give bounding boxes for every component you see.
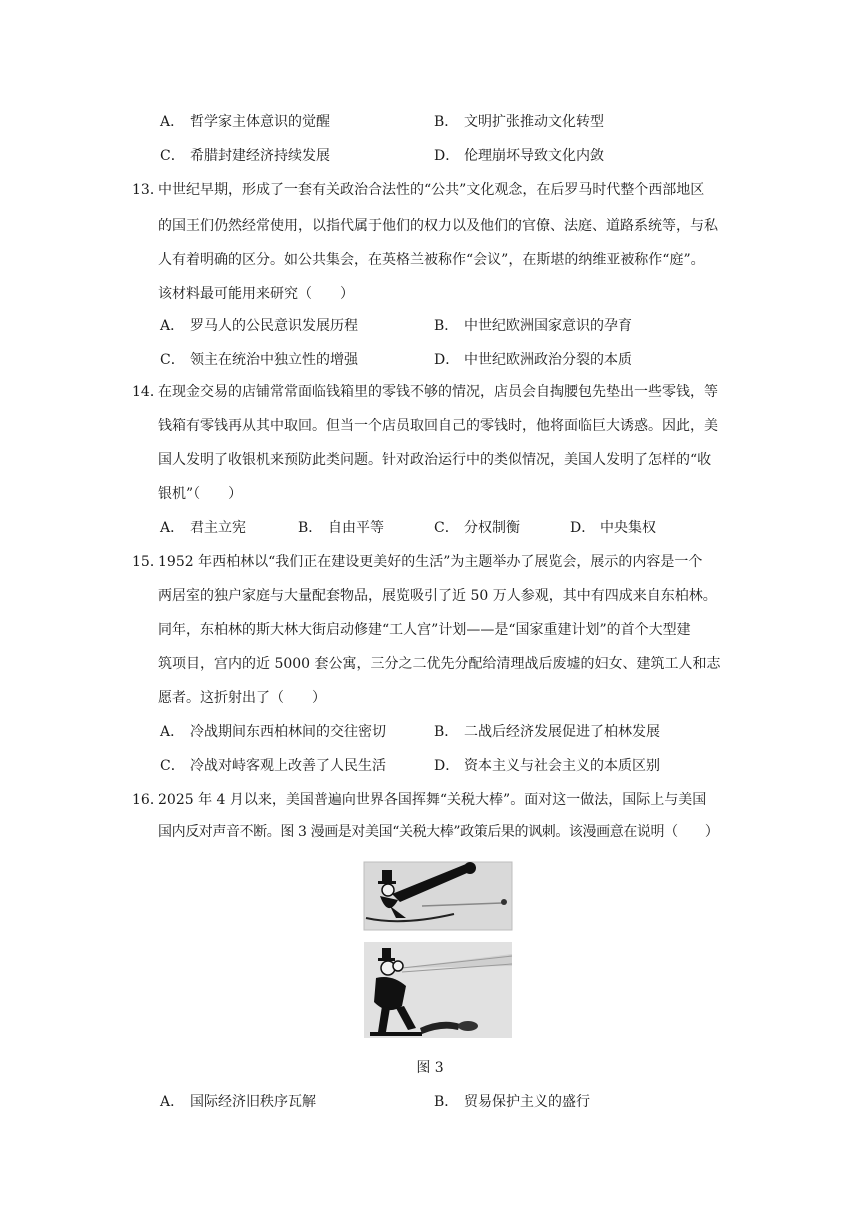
question-text-line: 国内反对声音不断。图 3 漫画是对美国“关税大棒”政策后果的讽刺。该漫画意在说明（ ）: [158, 824, 719, 840]
question-text-line: 两居室的独户家庭与大量配套物品，展览吸引了近 50 万人参观，其中有四成来自东柏林。: [158, 588, 717, 604]
q14-option-b[interactable]: B． 自由平等: [298, 520, 384, 536]
question-text-line: 2025 年 4 月以来，美国普遍向世界各国挥舞“关税大棒”。面对这一做法，国际上与美国: [158, 792, 707, 808]
q13-option-d[interactable]: D． 中世纪欧洲政治分裂的本质: [434, 352, 632, 368]
q16-options-row-1: [160, 1092, 760, 1112]
q15-option-c[interactable]: C． 冷战对峙客观上改善了人民生活: [160, 758, 386, 774]
question-text-line: 1952 年西柏林以“我们正在建设更美好的生活”为主题举办了展览会，展示的内容是一个: [158, 554, 703, 570]
q14-option-a[interactable]: A． 君主立宪: [160, 520, 246, 536]
q12-options-row-1: [160, 112, 760, 132]
q12-option-b[interactable]: B． 文明扩张推动文化转型: [434, 114, 604, 130]
q12-option-c[interactable]: C． 希腊封建经济持续发展: [160, 148, 330, 164]
q13-option-c[interactable]: C． 领主在统治中独立性的增强: [160, 352, 358, 368]
question-text-line: 国人发明了收银机来预防此类问题。针对政治运行中的类似情况，美国人发明了怎样的“收: [158, 452, 712, 468]
question-text-line: 中世纪早期，形成了一套有关政治合法性的“公共”文化观念，在后罗马时代整个西部地区: [158, 182, 705, 198]
question-text-line: 愿者。这折射出了（ ）: [158, 690, 326, 706]
question-text-line: 该材料最可能用来研究（ ）: [158, 286, 354, 302]
q15-option-d[interactable]: D． 资本主义与社会主义的本质区别: [434, 758, 660, 774]
q12-option-a[interactable]: A． 哲学家主体意识的觉醒: [160, 114, 330, 130]
q16-option-b[interactable]: B． 贸易保护主义的盛行: [434, 1094, 590, 1110]
question-number: 14．: [132, 384, 164, 400]
q15-option-b[interactable]: B． 二战后经济发展促进了柏林发展: [434, 724, 660, 740]
q13-option-a[interactable]: A． 罗马人的公民意识发展历程: [160, 318, 358, 334]
q16-option-a[interactable]: A． 国际经济旧秩序瓦解: [160, 1094, 316, 1110]
question-text-line: 银机”（ ）: [158, 486, 243, 502]
q14-option-c[interactable]: C． 分权制衡: [434, 520, 520, 536]
question-number: 15．: [132, 554, 164, 570]
q12-option-d[interactable]: D． 伦理崩坏导致文化内敛: [434, 148, 604, 164]
q13-options-row-1: [160, 316, 760, 336]
q14-options-row: [160, 518, 760, 538]
q15-option-a[interactable]: A． 冷战期间东西柏林间的交往密切: [160, 724, 386, 740]
question-text-line: 筑项目，宫内的近 5000 套公寓，三分之二优先分配给清理战后废墟的妇女、建筑工人和志: [158, 656, 721, 672]
question-text-line: 同年，东柏林的斯大林大街启动修建“工人宫”计划——是“国家重建计划”的首个大型建: [158, 622, 691, 638]
question-number: 13．: [132, 182, 164, 198]
question-text-line: 人有着明确的区分。如公共集会，在英格兰被称作“会议”，在斯堪的纳维亚被称作“庭”。: [158, 252, 705, 268]
question-text-line: 在现金交易的店铺常常面临钱箱里的零钱不够的情况，店员会自掏腰包先垫出一些零钱，等: [158, 384, 718, 400]
question-text-line: 钱箱有零钱再从其中取回。但当一个店员取回自己的零钱时，他将面临巨大诱惑。因此，美: [158, 418, 718, 434]
question-text-line: 的国王们仍然经常使用，以指代属于他们的权力以及他们的官僚、法庭、道路系统等，与私: [158, 218, 718, 234]
question-number: 16．: [132, 792, 164, 808]
q12-options-row-2: [160, 146, 760, 166]
q15-options-row-1: [160, 722, 760, 742]
q13-option-b[interactable]: B． 中世纪欧洲国家意识的孕育: [434, 318, 632, 334]
q15-options-row-2: [160, 756, 760, 776]
tariff-cartoon-figure: [362, 856, 516, 1042]
q14-option-d[interactable]: D． 中央集权: [570, 520, 656, 536]
q13-options-row-2: [160, 350, 760, 370]
figure-caption: 图 3: [416, 1060, 444, 1076]
